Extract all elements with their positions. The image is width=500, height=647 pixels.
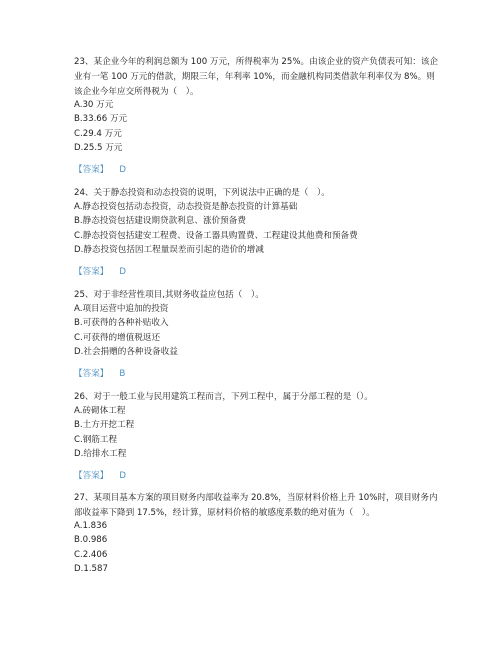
option-b: B.可获得的各种补贴收入 bbox=[74, 318, 169, 329]
answer-label: 【答案】 bbox=[74, 471, 109, 481]
answer-label: 【答案】 bbox=[74, 267, 109, 277]
option-b: B.0.986 bbox=[74, 535, 108, 546]
option-c: C.可获得的增值税返还 bbox=[74, 332, 161, 343]
answer-value: B bbox=[119, 369, 126, 379]
question-23-options bbox=[74, 98, 440, 156]
question-26-options bbox=[74, 404, 440, 462]
option-a: A.项目运营中追加的投资 bbox=[74, 304, 169, 314]
option-d: D.静态投资包括因工程量误差而引起的造价的增减 bbox=[74, 245, 264, 256]
option-c: C.钢筋工程 bbox=[74, 434, 118, 445]
answer-label: 【答案】 bbox=[74, 369, 109, 379]
option-c: C.静态投资包括建安工程费、设备工器具购置费、工程建设其他费和预备费 bbox=[74, 230, 358, 241]
option-c: C.29.4 万元 bbox=[74, 128, 122, 139]
option-d: D.社会捐赠的各种设备收益 bbox=[74, 347, 178, 358]
answer-26 bbox=[74, 470, 126, 482]
answer-value: D bbox=[119, 471, 127, 481]
question-stem: 23、某企业今年的利润总额为 100 万元，所得税率为 25%。由该企业的资产负债表可知：该企业有一笔 100 万元的借款，期限三年，年利率 10%，而金融机构同类借款年利率仅为 8%。则该企业今年应交所得税为（ ）。 bbox=[74, 57, 439, 97]
answer-value: D bbox=[119, 165, 127, 175]
option-d: D.1.587 bbox=[74, 564, 108, 575]
option-d: D.给排水工程 bbox=[74, 449, 127, 460]
question-24-options bbox=[74, 200, 440, 258]
option-a: A.砖砌体工程 bbox=[74, 406, 126, 416]
option-a: A.30 万元 bbox=[74, 100, 114, 110]
option-b: B.静态投资包括建设期贷款利息、涨价预备费 bbox=[74, 216, 246, 227]
question-25-options bbox=[74, 302, 440, 360]
question-26 bbox=[74, 390, 440, 405]
answer-value: D bbox=[119, 267, 127, 277]
question-25 bbox=[74, 288, 440, 303]
option-a: A.1.836 bbox=[74, 521, 108, 531]
option-c: C.2.406 bbox=[74, 549, 108, 560]
answer-24 bbox=[74, 266, 126, 278]
option-a: A.静态投资包括动态投资，动态投资是静态投资的计算基础 bbox=[74, 202, 298, 212]
option-b: B.33.66 万元 bbox=[74, 114, 128, 125]
question-23 bbox=[74, 55, 440, 100]
answer-23 bbox=[74, 164, 126, 176]
question-24 bbox=[74, 186, 440, 201]
question-27-options bbox=[74, 519, 440, 577]
question-stem: 27、某项目基本方案的项目财务内部收益率为 20.8%，当原材料价格上升 10%时，项目财务内部收益率下降到 17.5%，经计算，原材料价格的敏感度系数的绝对值为（ ）。 bbox=[74, 493, 438, 518]
question-stem: 26、对于一般工业与民用建筑工程而言，下列工程中，属于分部工程的是（）。 bbox=[74, 392, 373, 402]
option-d: D.25.5 万元 bbox=[74, 143, 123, 154]
answer-25 bbox=[74, 368, 125, 380]
question-27 bbox=[74, 491, 440, 521]
question-stem: 25、对于非经营性项目,其财务收益应包括（ ）。 bbox=[74, 290, 264, 300]
answer-label: 【答案】 bbox=[74, 165, 109, 175]
option-b: B.土方开挖工程 bbox=[74, 420, 135, 431]
question-stem: 24、关于静态投资和动态投资的说明，下列说法中正确的是（ ）。 bbox=[74, 188, 330, 198]
